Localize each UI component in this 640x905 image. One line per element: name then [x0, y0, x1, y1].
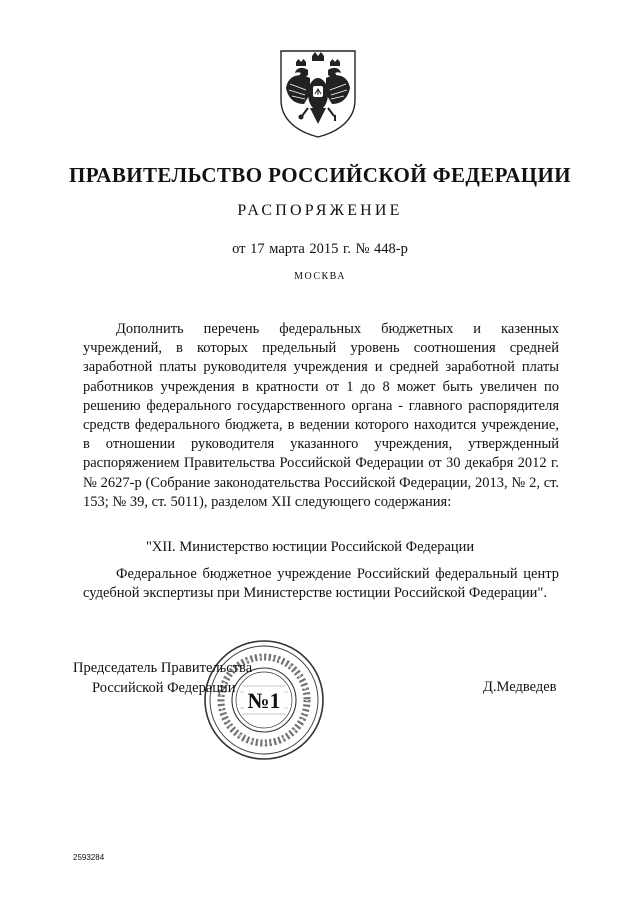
signatory-position-line: Председатель Правительства	[73, 660, 253, 676]
section-heading: "XII. Министерство юстиции Российской Федерации	[146, 539, 475, 555]
round-stamp-seal-icon	[202, 638, 326, 762]
signatory-position	[73, 659, 252, 698]
body-paragraph: Дополнить перечень федеральных бюджетных и казенных учреждений, в которых предельный уровень соотношения средней заработной платы руководителя учреждения и средней заработной платы работников учреждения в кратности от 1 до 8 может быть увеличен по решению федерального государственного органа - главного распорядителя средств федерального бюджета, в ведении которого находится учреждение, в отношении руководителя указанного учреждения, утвержденный распоряжением Правительства Российской Федерации от 30 декабря 2012 г. № 2627-р (Собрание законодательства Российской Федерации, 2013, № 2, ст. 153; № 39, ст. 5011), разделом XII следующего содержания:	[83, 321, 559, 510]
body-paragraph: Федеральное бюджетное учреждение Российский федеральный центр судебной экспертизы при Министерстве юстиции Российской Федерации".	[83, 566, 559, 602]
seal-number: №1	[247, 688, 281, 713]
document-date-number: от 17 марта 2015 г. № 448-р	[232, 241, 408, 257]
government-title: ПРАВИТЕЛЬСТВО РОССИЙСКОЙ ФЕДЕРАЦИИ	[69, 163, 571, 187]
signatory-name: Д.Медведев	[483, 679, 557, 695]
document-code: 2593284	[73, 853, 105, 862]
signatory-position-line: Российской Федерации	[92, 679, 236, 696]
coat-of-arms-icon	[278, 48, 358, 140]
document-type: РАСПОРЯЖЕНИЕ	[237, 202, 403, 219]
document-city: МОСКВА	[294, 271, 346, 282]
